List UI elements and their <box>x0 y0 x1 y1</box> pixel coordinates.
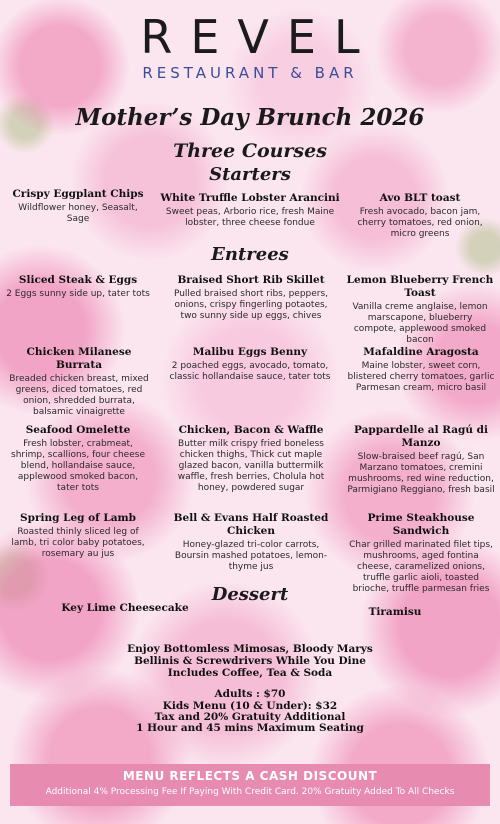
drinks-line-2: Bellinis & Screwdrivers While You Dine <box>134 655 366 667</box>
item-description: Butter milk crispy fried boneless chicken thighs, Thick cut maple glazed bacon, vanilla buttermilk waffle, fresh berries, Cholula hot honey, powdered sugar <box>177 439 325 493</box>
adult-price: Adults : $70 <box>214 688 286 700</box>
item-description: Fresh avocado, bacon jam, cherry tomatoes, red onion, micro greens <box>357 207 483 239</box>
item-description: Slow-braised beef ragú, San Marzano tomatoes, cremini mushrooms, red wine reduction, Parmigiano Reggiano, fresh basil <box>347 452 495 495</box>
menu-item <box>346 424 496 496</box>
item-description: Wildflower honey, Seasalt, Sage <box>18 203 138 224</box>
item-description: Honey-glazed tri-color carrots, Boursin mashed potatoes, lemon-thyme jus <box>174 540 328 572</box>
item-description: Sweet peas, Arborio rice, fresh Maine lobster, three cheese fondue <box>165 207 335 228</box>
item-name: Tiramisu <box>368 606 422 618</box>
item-description: 2 Eggs sunny side up, tater tots <box>6 289 150 299</box>
menu-item <box>168 346 332 383</box>
item-name: Spring Leg of Lamb <box>20 512 136 524</box>
item-name: Mafaldine Aragosta <box>363 346 479 358</box>
item-name: Bell & Evans Half Roasted Chicken <box>173 512 329 537</box>
menu-item <box>348 192 492 240</box>
menu-item <box>346 512 496 595</box>
seating-note: 1 Hour and 45 mins Maximum Seating <box>136 722 364 734</box>
page-title: Mother’s Day Brunch 2026 <box>75 104 425 131</box>
menu-item <box>346 346 496 394</box>
courses-heading: Three Courses <box>173 140 327 162</box>
drinks-line-1: Enjoy Bottomless Mimosas, Bloody Marys <box>127 643 373 655</box>
item-name: Crispy Eggplant Chips <box>12 188 144 200</box>
menu-item <box>4 346 154 418</box>
starters-heading: Starters <box>209 164 291 185</box>
item-description: Vanilla creme anglaise, lemon marscapone, blueberry compote, applewood smoked bacon <box>352 302 488 345</box>
menu-item <box>166 424 336 494</box>
item-name: Chicken Milanese Burrata <box>26 346 132 371</box>
item-description: Roasted thinly sliced leg of lamb, tri color baby potatoes, rosemary au jus <box>11 527 145 559</box>
item-name: Pappardelle al Ragú di Manzo <box>354 424 488 449</box>
banner-headline: MENU REFLECTS A CASH DISCOUNT <box>122 769 378 783</box>
menu-item <box>330 606 460 619</box>
menu-item <box>6 274 150 300</box>
menu-item <box>6 424 150 494</box>
item-name: Lemon Blueberry French Toast <box>346 274 494 299</box>
item-description: 2 poached eggs, avocado, tomato, classic hollandaise sauce, tater tots <box>169 361 331 382</box>
item-description: Pulled braised short ribs, peppers, onions, crispy fingerling potaotes, two sunny side up eggs, chives <box>173 289 329 321</box>
item-name: Braised Short Rib Skillet <box>177 274 325 286</box>
menu-item <box>346 274 494 346</box>
item-name: Avo BLT toast <box>379 192 461 204</box>
item-name: Chicken, Bacon & Waffle <box>178 424 324 436</box>
item-description: Char grilled marinated filet tips, mushrooms, aged fontina cheese, caramelized onions, truffle garlic aioli, toasted brioche, truffle parmesan fries <box>349 540 493 594</box>
logo-subtitle: RESTAURANT & BAR <box>142 64 358 82</box>
banner-note: Additional 4% Processing Fee If Paying With Credit Card. 20% Gratuity Added To All Checks <box>45 787 455 797</box>
item-name: Seafood Omelette <box>25 424 131 436</box>
drinks-line-3: Includes Coffee, Tea & Soda <box>167 667 333 679</box>
item-description: Fresh lobster, crabmeat, shrimp, scallions, four cheese blend, hollandaise sauce, applewood smoked bacon, tater tots <box>11 439 145 493</box>
item-name: Prime Steakhouse Sandwich <box>367 512 475 537</box>
kids-price: Kids Menu (10 & Under): $32 <box>162 700 338 712</box>
item-name: Sliced Steak & Eggs <box>18 274 138 286</box>
dessert-heading: Dessert <box>211 584 289 605</box>
item-description: Breaded chicken breast, mixed greens, diced tomatoes, red onion, shredded burrata, balsamic vinaigrette <box>9 374 149 417</box>
logo-wordmark: REVEL <box>140 10 378 64</box>
entrees-heading: Entrees <box>211 244 289 265</box>
restaurant-logo <box>0 12 500 82</box>
menu-item <box>166 512 336 573</box>
item-name: Key Lime Cheesecake <box>61 602 189 614</box>
menu-item <box>166 274 336 322</box>
menu-item <box>160 192 340 229</box>
item-description: Maine lobster, sweet corn, blistered cherry tomatoes, garlic Parmesan cream, micro basil <box>347 361 495 393</box>
menu-item <box>50 602 200 615</box>
item-name: White Truffle Lobster Arancini <box>160 192 340 204</box>
cash-discount-banner <box>10 764 490 806</box>
tax-note: Tax and 20% Gratuity Additional <box>154 711 346 723</box>
menu-item <box>6 512 150 560</box>
menu-item <box>6 188 150 225</box>
item-name: Malibu Eggs Benny <box>192 346 308 358</box>
